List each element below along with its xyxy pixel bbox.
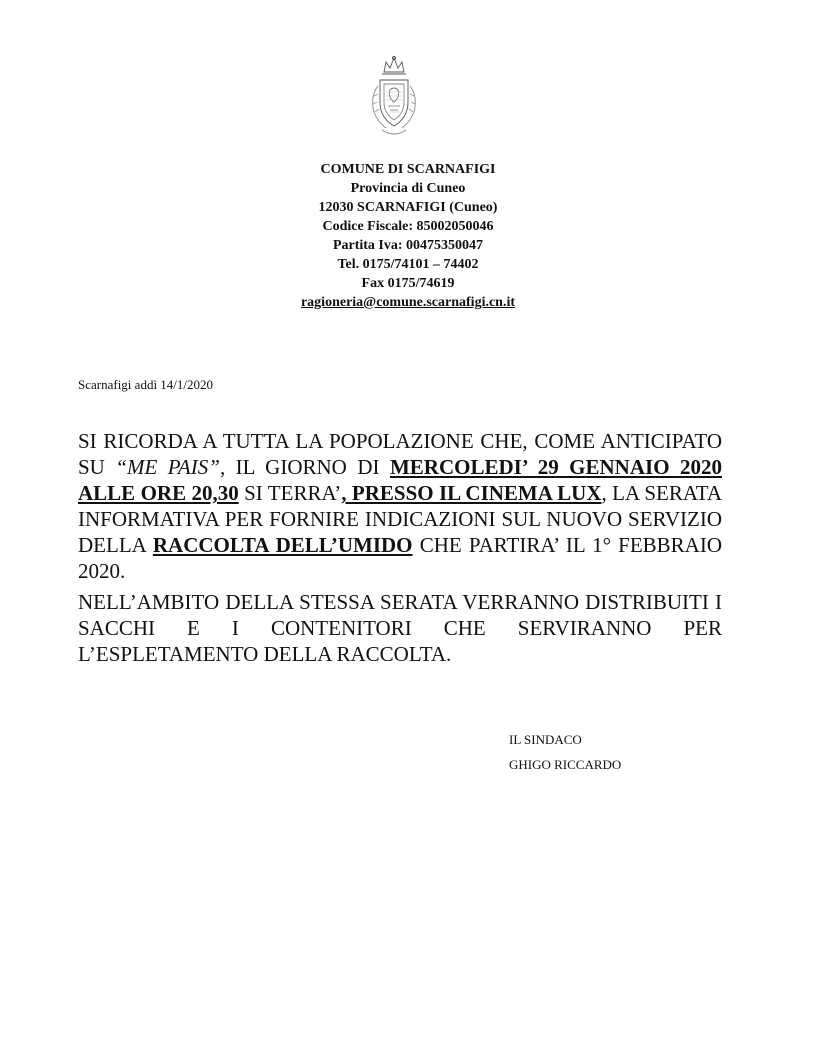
p1-event-date: MERCOLEDI’ 29 GENNAIO 2020 ALLE ORE 20,30 — [78, 455, 722, 505]
provincia: Provincia di Cuneo — [350, 181, 466, 196]
coat-of-arms-icon — [362, 52, 426, 142]
codice-fiscale: Codice Fiscale: 85002050046 — [322, 219, 494, 234]
address: 12030 SCARNAFIGI (Cuneo) — [318, 200, 498, 215]
p1-service-name: RACCOLTA DELL’UMIDO — [152, 533, 413, 557]
p1-text-2: , IL GIORNO DI — [219, 455, 390, 479]
comune-name: COMUNE DI SCARNAFIGI — [320, 162, 496, 177]
p1-text-1: SI RICORDA A TUTTA LA POPOLAZIONE CHE, COME ANTICIPATO SU — [78, 429, 722, 479]
letterhead — [0, 160, 816, 312]
notice-body — [78, 428, 722, 667]
date-line: Scarnafigi addì 14/1/2020 — [78, 377, 214, 392]
fax: Fax 0175/74619 — [361, 276, 455, 291]
p1-newsletter-name: “ME PAIS” — [115, 455, 220, 479]
notice-paragraph-2: NELL’AMBITO DELLA STESSA SERATA VERRANNO DISTRIBUITI I SACCHI E I CONTENITORI CHE SERVIRANNO PER L’ESPLETAMENTO DELLA RACCOLTA. — [78, 590, 722, 666]
signature-title: IL SINDACO — [509, 732, 582, 747]
p1-text-5: CHE PARTIRA’ IL 1° FEBBRAIO 2020. — [78, 533, 723, 583]
p1-event-location: , PRESSO IL CINEMA LUX — [341, 481, 602, 505]
partita-iva: Partita Iva: 00475350047 — [332, 238, 484, 253]
p1-text-3: SI TERRA’ — [238, 481, 342, 505]
signature-name: GHIGO RICCARDO — [509, 757, 622, 772]
notice-paragraph-1 — [78, 428, 722, 584]
email-link[interactable]: ragioneria@comune.scarnafigi.cn.it — [300, 295, 516, 310]
signature-block — [509, 727, 621, 777]
p1-text-4: , LA SERATA INFORMATIVA PER FORNIRE INDICAZIONI SUL NUOVO SERVIZIO DELLA — [78, 481, 723, 557]
telephone: Tel. 0175/74101 – 74402 — [337, 257, 479, 272]
